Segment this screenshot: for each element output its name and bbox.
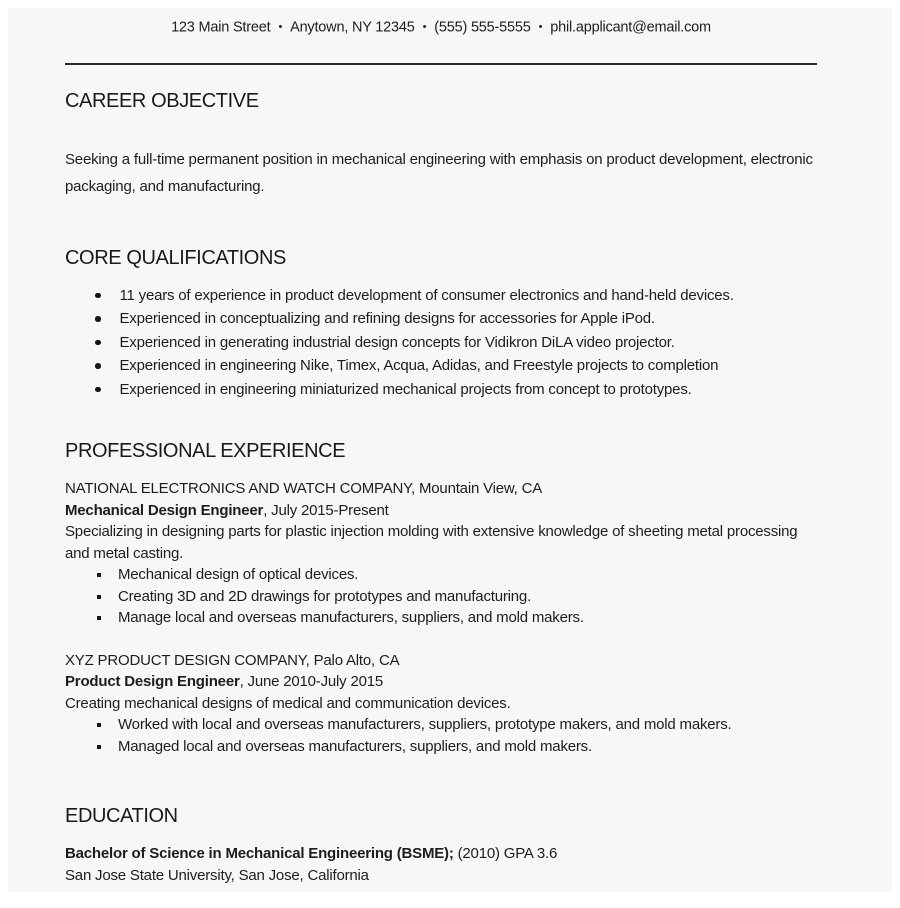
education-school: San Jose State University, San Jose, California <box>65 866 369 884</box>
list-item <box>65 714 817 736</box>
core-qualifications-list <box>65 284 817 402</box>
education-heading: EDUCATION <box>65 805 178 827</box>
resume-page <box>8 8 892 892</box>
list-item <box>65 586 817 608</box>
list-item-text: Mechanical design of optical devices. <box>118 566 359 583</box>
list-item-text: Experienced in engineering miniaturized mechanical projects from concept to prototypes. <box>119 380 692 398</box>
bullet-separator-icon: • <box>278 21 283 33</box>
section-career-objective <box>65 89 817 200</box>
list-item-text: Experienced in generating industrial design concepts for Vidikron DiLA video projector. <box>119 333 675 351</box>
job-title: Mechanical Design Engineer <box>65 501 264 519</box>
list-item-text: Worked with local and overseas manufacturers, suppliers, prototype makers, and mold makers. <box>118 716 732 733</box>
job-summary: Specializing in designing parts for plastic injection molding with extensive knowledge of sheeting metal processing and metal casting. <box>65 523 798 562</box>
job-dates: , June 2010-July 2015 <box>239 673 384 690</box>
section-professional-experience <box>65 439 817 757</box>
bullet-square-icon <box>97 616 101 620</box>
contact-line <box>65 8 817 38</box>
professional-experience-heading: PROFESSIONAL EXPERIENCE <box>65 440 346 462</box>
list-item <box>65 607 817 629</box>
job-entry <box>65 650 817 758</box>
bullet-dot-icon <box>95 293 101 299</box>
job-company-line: XYZ PRODUCT DESIGN COMPANY, Palo Alto, CA <box>65 651 400 669</box>
section-education <box>65 804 817 886</box>
job-title-line <box>65 500 817 522</box>
bullet-square-icon <box>97 723 101 727</box>
header-divider <box>65 63 817 65</box>
bullet-dot-icon <box>95 316 101 322</box>
contact-phone: (555) 555-5555 <box>434 19 531 36</box>
career-objective-text: Seeking a full-time permanent position in mechanical engineering with emphasis on product development, electronic packaging, and manufacturing. <box>65 150 813 195</box>
list-item <box>65 378 817 402</box>
list-item-text: 11 years of experience in product development of consumer electronics and hand-held devices. <box>119 286 734 304</box>
list-item <box>65 284 817 308</box>
bullet-separator-icon: • <box>538 21 543 33</box>
job-entry <box>65 478 817 629</box>
list-item-text: Manage local and overseas manufacturers, suppliers, and mold makers. <box>118 609 584 626</box>
job-title-line <box>65 671 817 693</box>
list-item <box>65 331 817 355</box>
job-company-line: NATIONAL ELECTRONICS AND WATCH COMPANY, Mountain View, CA <box>65 480 543 497</box>
bullet-square-icon <box>97 573 101 577</box>
section-core-qualifications <box>65 246 817 402</box>
list-item-text: Creating 3D and 2D drawings for prototypes and manufacturing. <box>118 587 532 605</box>
list-item <box>65 564 817 586</box>
education-degree: Bachelor of Science in Mechanical Engineering (BSME); <box>65 845 454 862</box>
contact-city: Anytown, NY 12345 <box>290 19 415 36</box>
job-dates: , July 2015-Present <box>263 501 389 519</box>
bullet-dot-icon <box>95 363 101 369</box>
education-entry <box>65 843 817 886</box>
core-qualifications-heading: CORE QUALIFICATIONS <box>65 246 286 269</box>
contact-address: 123 Main Street <box>171 19 271 36</box>
list-item-text: Managed local and overseas manufacturers, suppliers, and mold makers. <box>118 737 592 755</box>
bullet-square-icon <box>97 745 101 749</box>
bullet-dot-icon <box>95 340 101 346</box>
list-item-text: Experienced in engineering Nike, Timex, Acqua, Adidas, and Freestyle projects to completion <box>119 357 719 374</box>
career-objective-heading: CAREER OBJECTIVE <box>65 89 259 112</box>
bullet-square-icon <box>97 595 101 599</box>
list-item-text: Experienced in conceptualizing and refining designs for accessories for Apple iPod. <box>119 310 655 327</box>
contact-email: phil.applicant@email.com <box>550 19 711 36</box>
bullet-dot-icon <box>95 387 101 393</box>
education-degree-line <box>65 843 817 865</box>
education-degree-details: (2010) GPA 3.6 <box>453 845 558 862</box>
job-title: Product Design Engineer <box>65 673 240 690</box>
list-item <box>65 736 817 758</box>
list-item <box>65 354 817 378</box>
list-item <box>65 307 817 331</box>
job-summary: Creating mechanical designs of medical and communication devices. <box>65 694 511 712</box>
bullet-separator-icon: • <box>422 21 427 33</box>
